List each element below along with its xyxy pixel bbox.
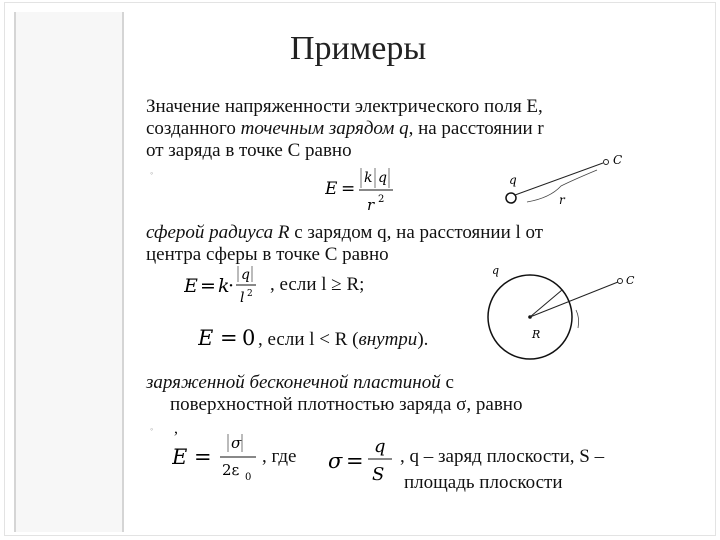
charge-dot <box>506 193 516 203</box>
point-c <box>618 279 623 284</box>
plane-formula-density <box>328 428 398 484</box>
formula-eq: = <box>346 449 364 473</box>
point-charge-line-1: Значение напряженности электрического поля Е, <box>146 96 543 117</box>
text-span: , на расстоянии r <box>408 118 544 139</box>
sphere-figure <box>478 262 638 362</box>
emphasis-span: заряженной бесконечной пластиной <box>146 372 441 393</box>
text-span: созданного <box>146 118 241 139</box>
slide-title: Примеры <box>290 30 427 67</box>
sphere-line-1 <box>146 222 543 243</box>
label-q: q <box>492 264 500 277</box>
plane-line-2: поверхностной плотностью заряда σ, равно <box>170 394 523 415</box>
formula-dot: · <box>228 275 235 297</box>
plane-line-1 <box>146 372 454 393</box>
formula-s: S <box>372 464 385 484</box>
plane-rest-line-2: площадь плоскости <box>404 472 563 493</box>
formula-den: 2ε <box>222 461 240 479</box>
left-decor-bar <box>14 12 124 532</box>
comma-mark: , <box>174 420 178 437</box>
formula-zero: 0 <box>242 326 256 350</box>
distance-line <box>515 163 603 195</box>
formula-e: E <box>172 445 188 469</box>
emphasis-span: точечным зарядом q <box>240 118 409 139</box>
plane-formula-field <box>172 428 262 484</box>
emphasis-span: внутри <box>358 329 418 350</box>
formula-e: E <box>325 179 338 199</box>
where-text: , где <box>262 446 297 467</box>
point-charge-figure <box>495 150 635 215</box>
sphere-condition-inside <box>258 329 428 350</box>
formula-q: q <box>241 267 250 283</box>
formula-l: l <box>240 290 245 306</box>
sphere-condition-outside: , если l ≥ R; <box>270 274 365 295</box>
text-span: , если l < R ( <box>258 329 359 350</box>
formula-eq: = <box>194 445 212 469</box>
point-charge-line-3: от заряда в точке С равно <box>146 140 352 161</box>
formula-sigma: σ <box>328 449 343 473</box>
sphere-formula-outside <box>184 262 274 310</box>
formula-eq: = <box>341 179 356 199</box>
formula-eq: = <box>220 326 238 350</box>
label-r: r <box>559 193 565 207</box>
formula-exp: 2 <box>378 194 385 205</box>
formula-k: k <box>218 275 230 297</box>
formula-e: E <box>184 275 198 297</box>
radius-line <box>530 290 562 317</box>
text-span: с <box>440 372 454 393</box>
text-span: с зарядом q, на расстоянии l от <box>289 222 544 243</box>
label-r: R <box>532 328 541 341</box>
point-c <box>604 160 609 165</box>
label-c: C <box>626 274 635 287</box>
formula-r: r <box>367 196 375 214</box>
distance-brace <box>576 310 579 328</box>
formula-q: q <box>374 436 386 457</box>
point-charge-line-2 <box>146 118 544 139</box>
label-q: q <box>509 173 517 187</box>
formula-k: k <box>364 170 373 186</box>
bullet-marker: ◦ <box>150 424 154 434</box>
formula-e: E <box>198 326 214 350</box>
formula-exp: 2 <box>247 289 253 299</box>
formula-sigma: σ <box>231 434 242 452</box>
formula-sub: 0 <box>245 472 252 483</box>
text-span: ). <box>417 329 429 350</box>
label-c: C <box>613 153 623 167</box>
formula-q: q <box>378 170 387 186</box>
sphere-formula-inside <box>198 323 262 353</box>
point-charge-formula <box>325 166 405 216</box>
bullet-marker: ◦ <box>150 168 154 178</box>
plane-rest-line-1: , q – заряд плоскости, S – <box>400 446 605 467</box>
emphasis-span: сферой радиуса R <box>146 222 290 243</box>
formula-eq: = <box>200 275 216 297</box>
distance-line <box>530 282 618 317</box>
sphere-line-2: центра сферы в точке C равно <box>146 244 389 265</box>
